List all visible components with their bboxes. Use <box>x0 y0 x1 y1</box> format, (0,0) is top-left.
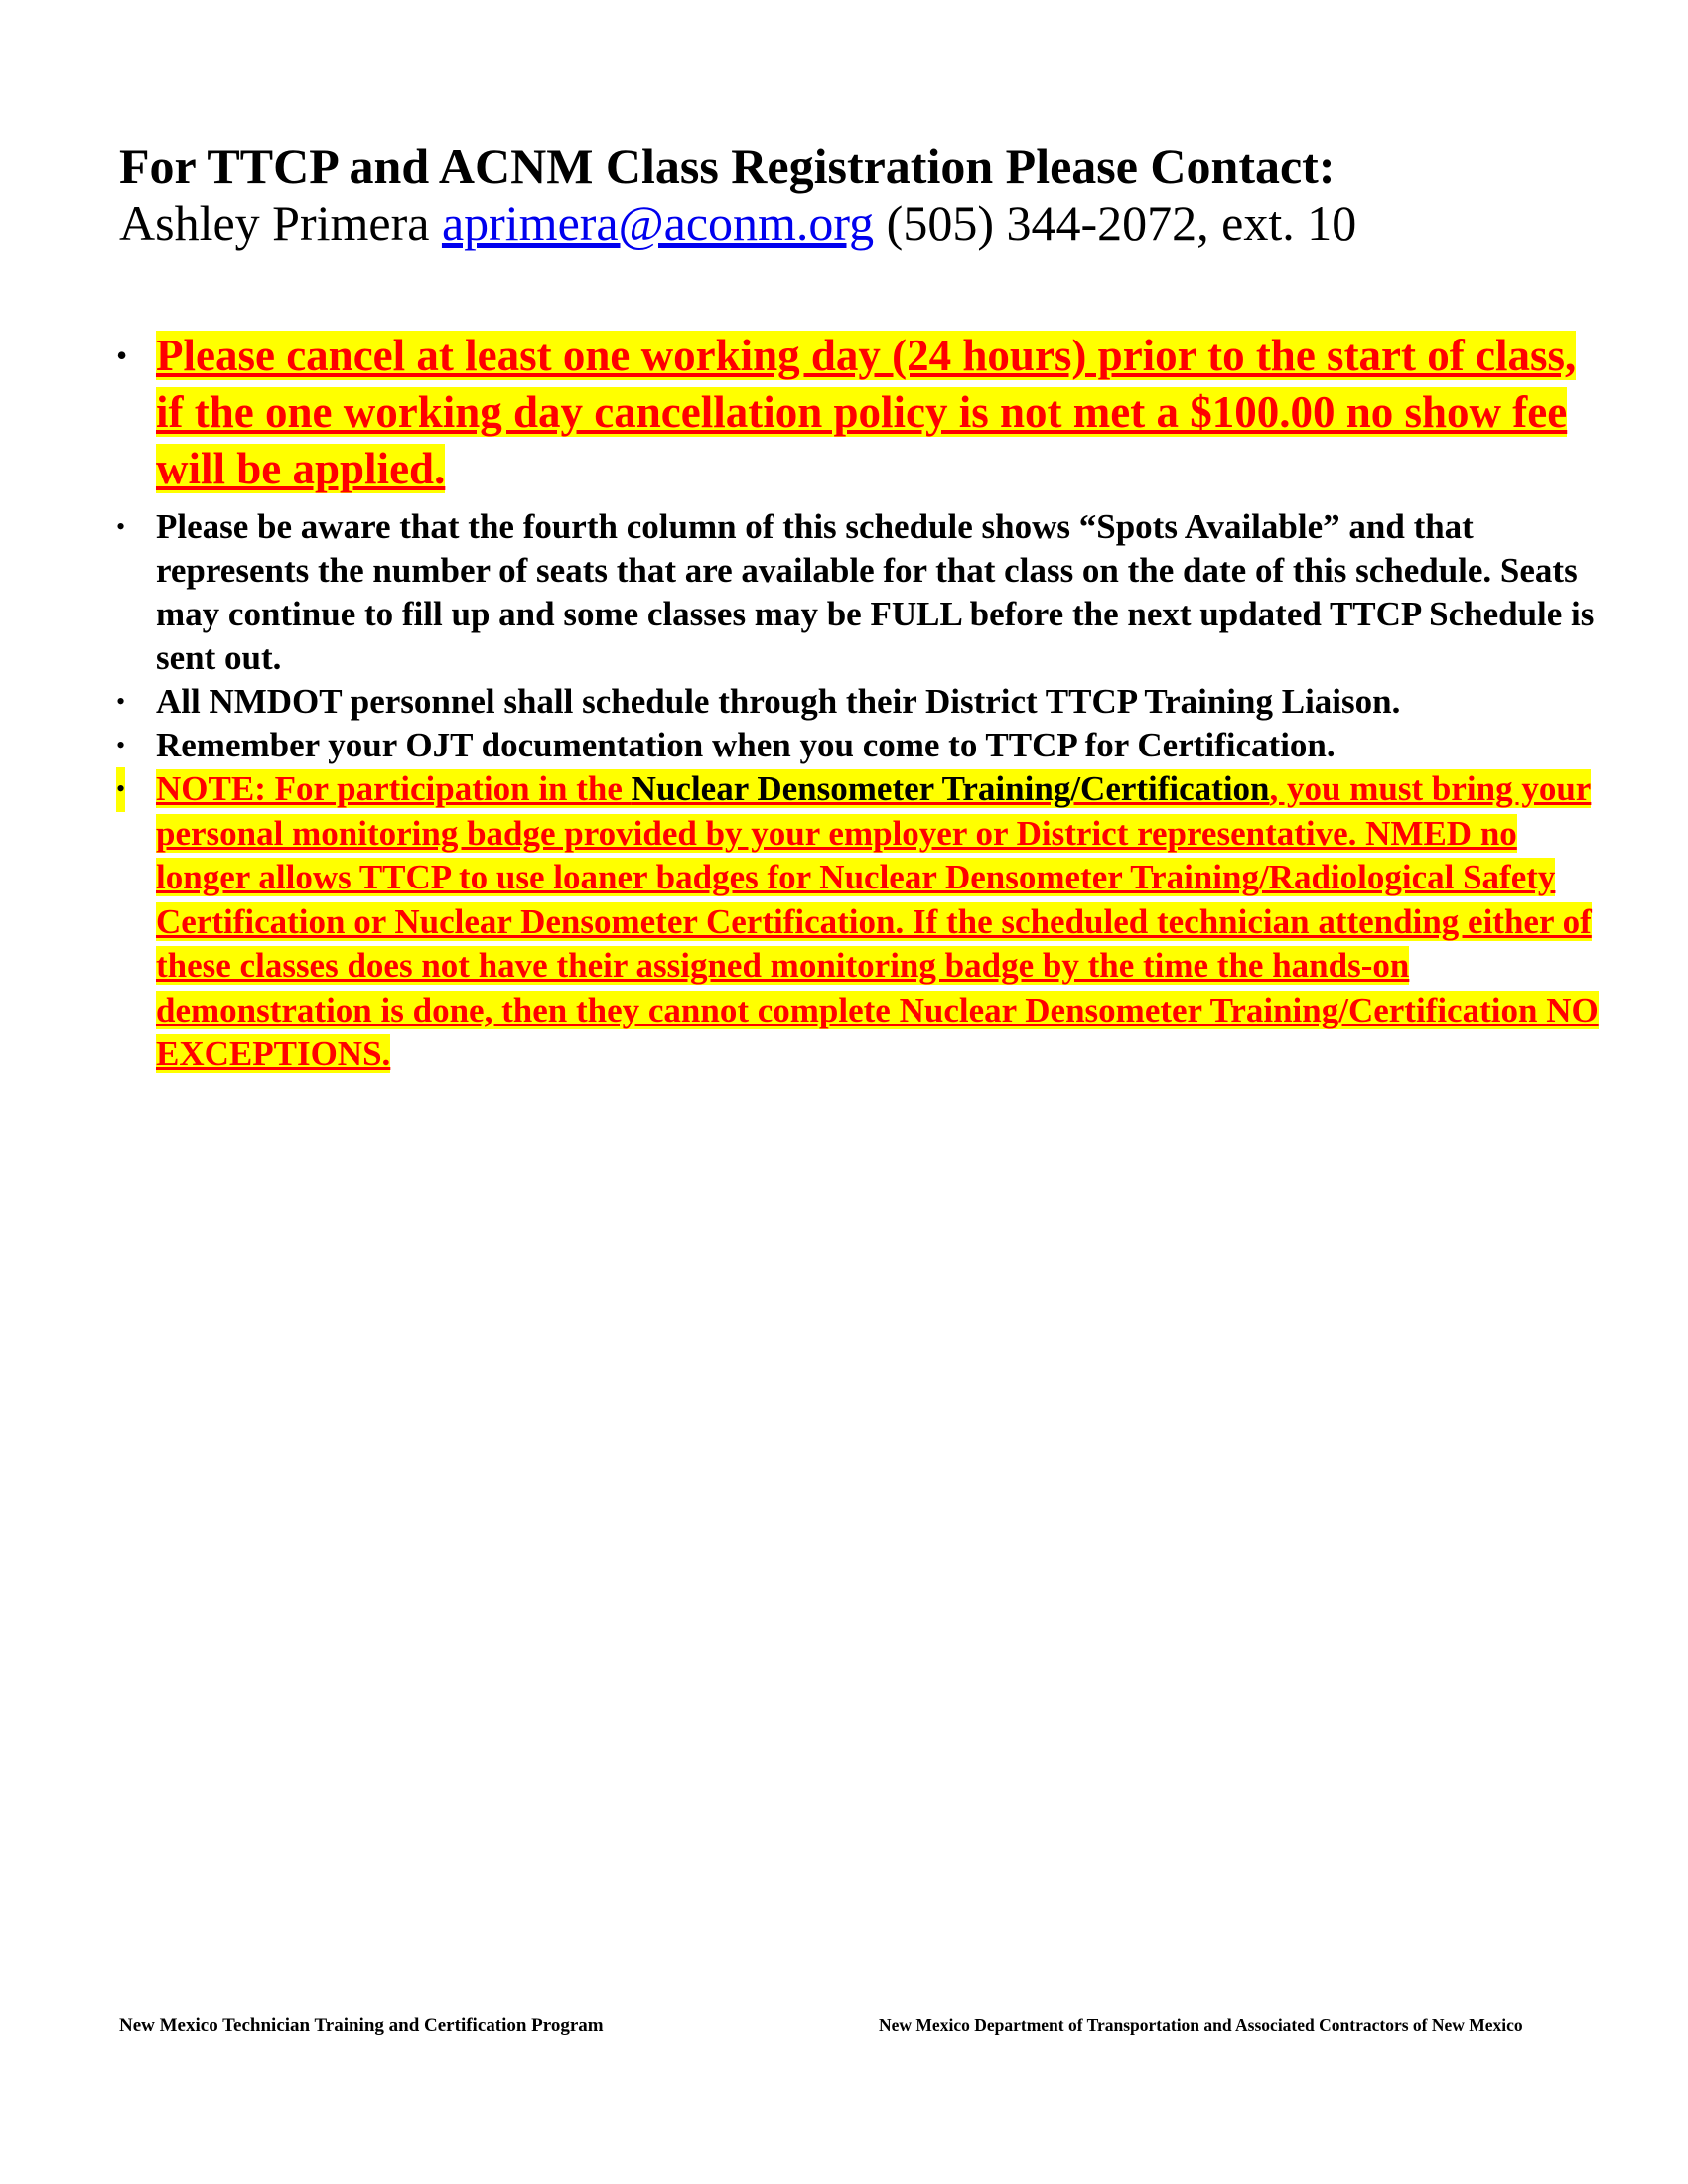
bullet-icon: • <box>116 512 126 541</box>
list-item-monitoring-badge-note <box>111 767 1611 1077</box>
ojt-reminder-text: Remember your OJT documentation when you come to TTCP for Certification. <box>156 726 1336 764</box>
contact-name: Ashley Primera <box>119 196 430 251</box>
contact-line <box>119 195 1609 252</box>
list-item-ojt-reminder <box>111 724 1611 767</box>
list-item-spots-available <box>111 505 1611 680</box>
notes-list <box>111 328 1611 1077</box>
contact-email-link[interactable]: aprimera@aconm.org <box>441 196 875 251</box>
cancellation-policy-text: Please cancel at least one working day (24 hours) prior to the start of class, if the one working day cancellation policy is not met a $100.00 no show fee will be applied. <box>156 331 1577 493</box>
registration-contact-header <box>119 137 1609 252</box>
bullet-icon: • <box>116 338 128 373</box>
bullet-icon: • <box>116 767 125 812</box>
bullet-icon: • <box>116 731 126 759</box>
note-body-text: , you must bring your personal monitoring badge provided by your employer or District representative. NMED no longer allows TTCP to use loaner badges for Nuclear Densometer Training/Radiological Safety Certification or Nuclear Densometer Certification. If the scheduled technician attending either of these classes does not have their assigned monitoring badge by the time the hands-on demonstration is done, then they cannot complete Nuclear Densometer Training/Certification NO EXCEPTIONS. <box>156 769 1599 1073</box>
nmdot-scheduling-text: All NMDOT personnel shall schedule through their District TTCP Training Liaison. <box>156 682 1401 721</box>
footer-program-name: New Mexico Technician Training and Certification Program <box>119 2015 604 2036</box>
contact-phone: (505) 344-2072, ext. 10 <box>886 196 1357 251</box>
list-item-nmdot-scheduling <box>111 680 1611 724</box>
footer-organizations: New Mexico Department of Transportation and Associated Contractors of New Mexico <box>879 2015 1523 2035</box>
list-item-cancellation-policy <box>111 328 1611 497</box>
bullet-icon: • <box>116 687 126 716</box>
note-intro-text: NOTE: For participation in the <box>156 769 632 808</box>
monitoring-badge-note <box>156 769 1599 1073</box>
page-title: For TTCP and ACNM Class Registration Please Contact: <box>119 138 1336 194</box>
note-course-name: Nuclear Densometer Training/Certification <box>631 769 1270 808</box>
spots-available-text: Please be aware that the fourth column of this schedule shows “Spots Available” and that represents the number of seats that are available for that class on the date of this schedule. Seats may continue to fill up and some classes may be FULL before the next updated TTCP Schedule is sent out. <box>156 507 1595 677</box>
